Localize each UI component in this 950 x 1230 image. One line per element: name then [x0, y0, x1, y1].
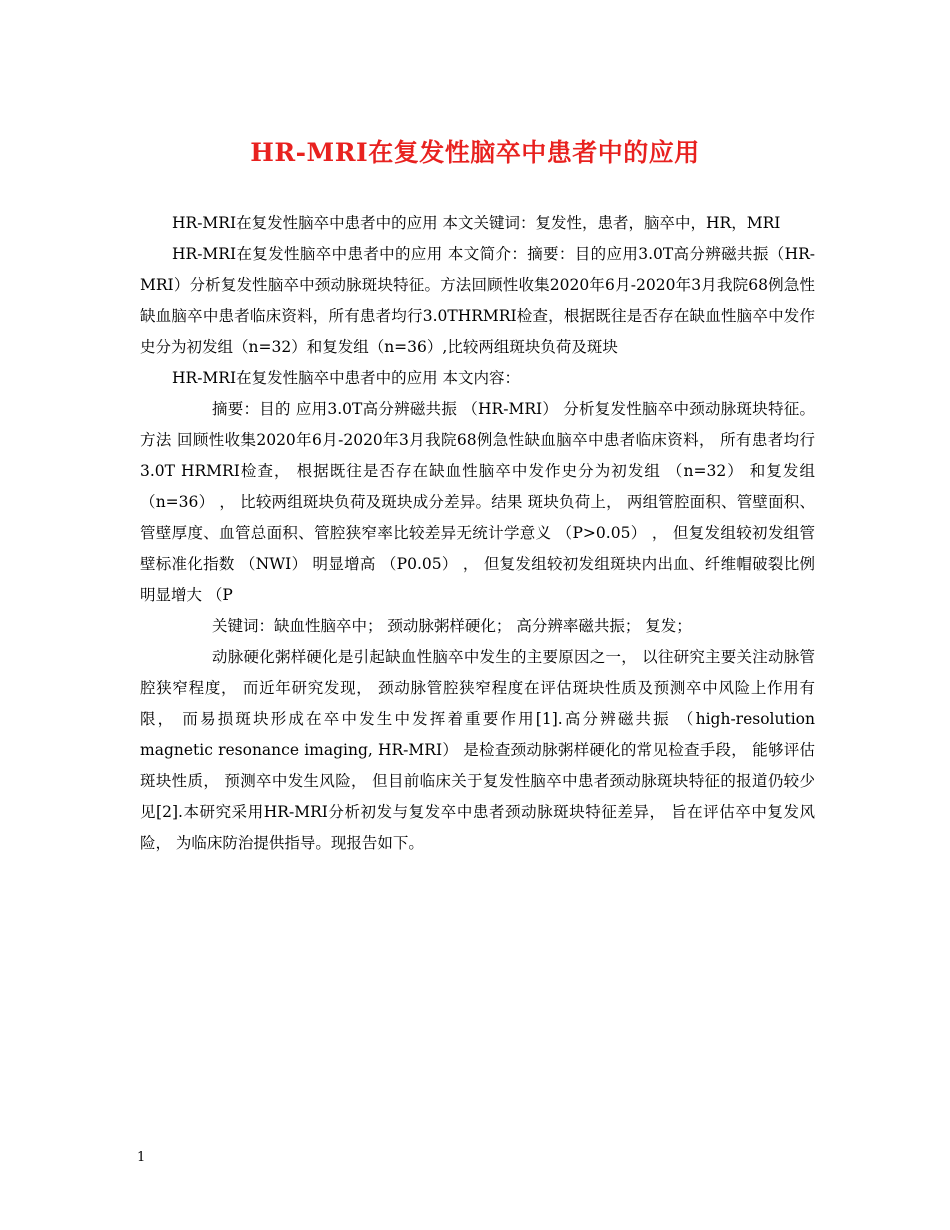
content-heading-paragraph: HR-MRI在复发性脑卒中患者中的应用 本文内容：	[172, 369, 521, 387]
document-body	[140, 208, 815, 859]
introduction-paragraph: 动脉硬化粥样硬化是引起缺血性脑卒中发生的主要原因之一， 以往研究主要关注动脉管腔狭窄程度， 而近年研究发现， 颈动脉管腔狭窄程度在评估斑块性质及预测卒中风险上作用有限， 而易损斑块形成在卒中发生中发挥着重要作用[1].高分辨磁共振 （high-resolution magnetic resonance imaging, HR-MRI） 是检查颈动脉粥样硬化的常见检查手段， 能够评估斑块性质， 预测卒中发生风险， 但目前临床关于复发性脑卒中患者颈动脉斑块特征的报道仍较少见[2].本研究采用HR-MRI分析初发与复发卒中患者颈动脉斑块特征差异， 旨在评估卒中复发风险， 为临床防治提供指导。现报告如下。	[140, 648, 815, 852]
abstract-paragraph: 摘要：目的 应用3.0T高分辨磁共振 （HR-MRI） 分析复发性脑卒中颈动脉斑块特征。方法 回顾性收集2020年6月-2020年3月我院68例急性缺血脑卒中患者临床资料， 所有患者均行3.0T HRMRI检查， 根据既往是否存在缺血性脑卒中发作史分为初发组 （n=32） 和复发组 （n=36） ， 比较两组斑块负荷及斑块成分差异。结果 斑块负荷上， 两组管腔面积、管壁面积、管壁厚度、血管总面积、管腔狭窄率比较差异无统计学意义 （P>0.05） ， 但复发组较初发组管壁标准化指数 （NWI） 明显增高 （P0.05） ， 但复发组较初发组斑块内出血、纤维帽破裂比例明显增大 （P	[140, 400, 815, 604]
page-number: 1	[137, 1150, 146, 1165]
keywords-paragraph: HR-MRI在复发性脑卒中患者中的应用 本文关键词：复发性，患者，脑卒中，HR，MRI	[172, 214, 781, 232]
summary-paragraph: HR-MRI在复发性脑卒中患者中的应用 本文简介：摘要：目的应用3.0T高分辨磁共振（HR-MRI）分析复发性脑卒中颈动脉斑块特征。方法回顾性收集2020年6月-2020年3月我院68例急性缺血脑卒中患者临床资料，所有患者均行3.0THRMRI检查，根据既往是否存在缺血性脑卒中发作史分为初发组（n=32）和复发组（n=36）,比较两组斑块负荷及斑块	[140, 245, 815, 356]
keyword-list-paragraph: 关键词：缺血性脑卒中； 颈动脉粥样硬化； 高分辨率磁共振； 复发；	[212, 617, 692, 635]
document-title: HR-MRI在复发性脑卒中患者中的应用	[250, 138, 700, 167]
